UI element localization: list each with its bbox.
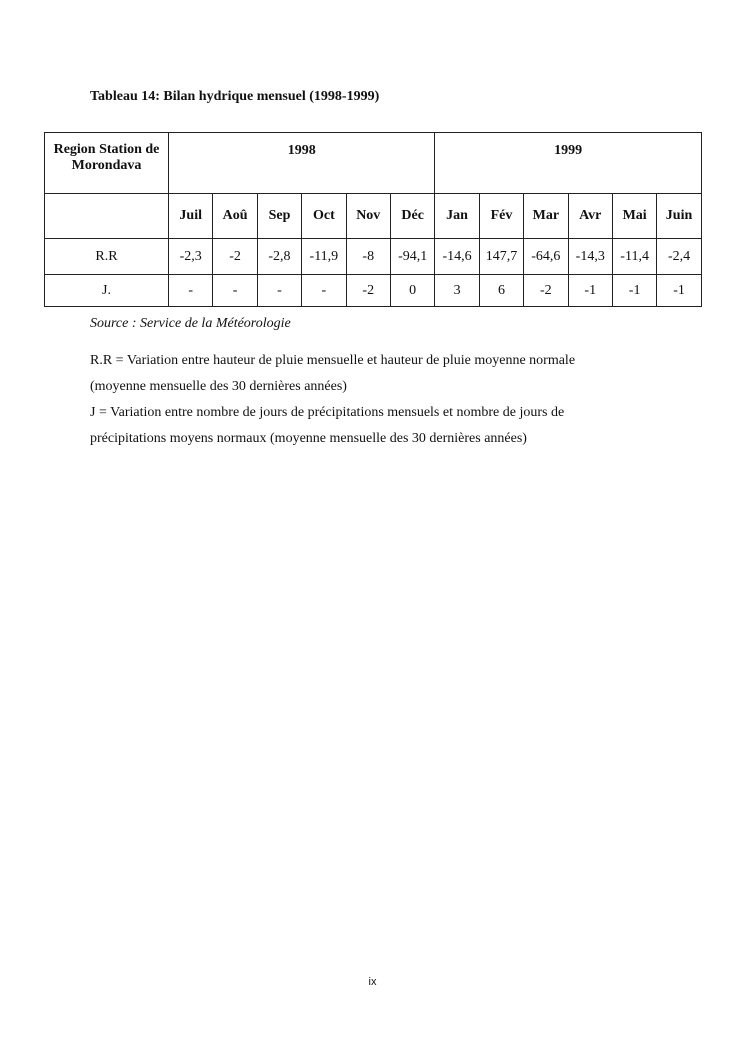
month-header: Jan bbox=[435, 194, 479, 239]
table-cell: 0 bbox=[390, 275, 434, 307]
year-header-1999: 1999 bbox=[435, 133, 701, 194]
month-header: Juil bbox=[169, 194, 213, 239]
row-label: R.R bbox=[45, 239, 169, 275]
table-cell: -2 bbox=[524, 275, 568, 307]
month-header: Avr bbox=[568, 194, 612, 239]
table-row-rr bbox=[45, 239, 702, 275]
table-header-row bbox=[45, 133, 702, 194]
table-cell: -11,4 bbox=[612, 239, 656, 275]
station-header-line1: Region Station de bbox=[53, 142, 160, 157]
table-cell: 3 bbox=[435, 275, 479, 307]
note-line: R.R = Variation entre hauteur de pluie mensuelle et hauteur de pluie moyenne normale bbox=[90, 353, 576, 368]
note-line: précipitations moyens normaux (moyenne mensuelle des 30 dernières années) bbox=[90, 431, 527, 446]
table-cell: -1 bbox=[612, 275, 656, 307]
table-cell: -8 bbox=[346, 239, 390, 275]
month-header: Juin bbox=[657, 194, 701, 239]
table-row-j bbox=[45, 275, 702, 307]
source-note: Source : Service de la Météorologie bbox=[90, 316, 291, 331]
water-balance-table bbox=[44, 132, 702, 307]
table-cell: -1 bbox=[568, 275, 612, 307]
table-cell: -64,6 bbox=[524, 239, 568, 275]
month-header: Déc bbox=[390, 194, 434, 239]
month-header-row bbox=[45, 194, 702, 239]
station-header-line2: Morondava bbox=[71, 158, 142, 173]
page-number: ix bbox=[368, 976, 377, 988]
table-cell: -2,4 bbox=[657, 239, 701, 275]
table-cell: -14,3 bbox=[568, 239, 612, 275]
table-cell: - bbox=[302, 275, 346, 307]
table-cell: - bbox=[257, 275, 301, 307]
note-line: J = Variation entre nombre de jours de précipitations mensuels et nombre de jours de bbox=[90, 405, 565, 420]
month-header: Fév bbox=[479, 194, 523, 239]
table-cell: -14,6 bbox=[435, 239, 479, 275]
month-header: Aoû bbox=[213, 194, 257, 239]
table-cell: 6 bbox=[479, 275, 523, 307]
table-cell: -2,8 bbox=[257, 239, 301, 275]
table-cell: - bbox=[213, 275, 257, 307]
month-header: Mar bbox=[524, 194, 568, 239]
table-cell: - bbox=[169, 275, 213, 307]
month-header: Nov bbox=[346, 194, 390, 239]
table-cell: -2 bbox=[213, 239, 257, 275]
table-cell: -2 bbox=[346, 275, 390, 307]
table-title: Tableau 14: Bilan hydrique mensuel (1998-1999) bbox=[90, 89, 380, 104]
month-header: Oct bbox=[302, 194, 346, 239]
station-header bbox=[45, 133, 169, 194]
month-header: Mai bbox=[612, 194, 656, 239]
table-cell: -94,1 bbox=[390, 239, 434, 275]
month-header: Sep bbox=[257, 194, 301, 239]
year-header-1998: 1998 bbox=[169, 133, 435, 194]
row-label: J. bbox=[45, 275, 169, 307]
note-line: (moyenne mensuelle des 30 dernières années) bbox=[90, 379, 347, 394]
table-cell: -2,3 bbox=[169, 239, 213, 275]
table-cell: -1 bbox=[657, 275, 701, 307]
empty-header-cell bbox=[45, 194, 169, 239]
table-cell: 147,7 bbox=[479, 239, 523, 275]
table-cell: -11,9 bbox=[302, 239, 346, 275]
